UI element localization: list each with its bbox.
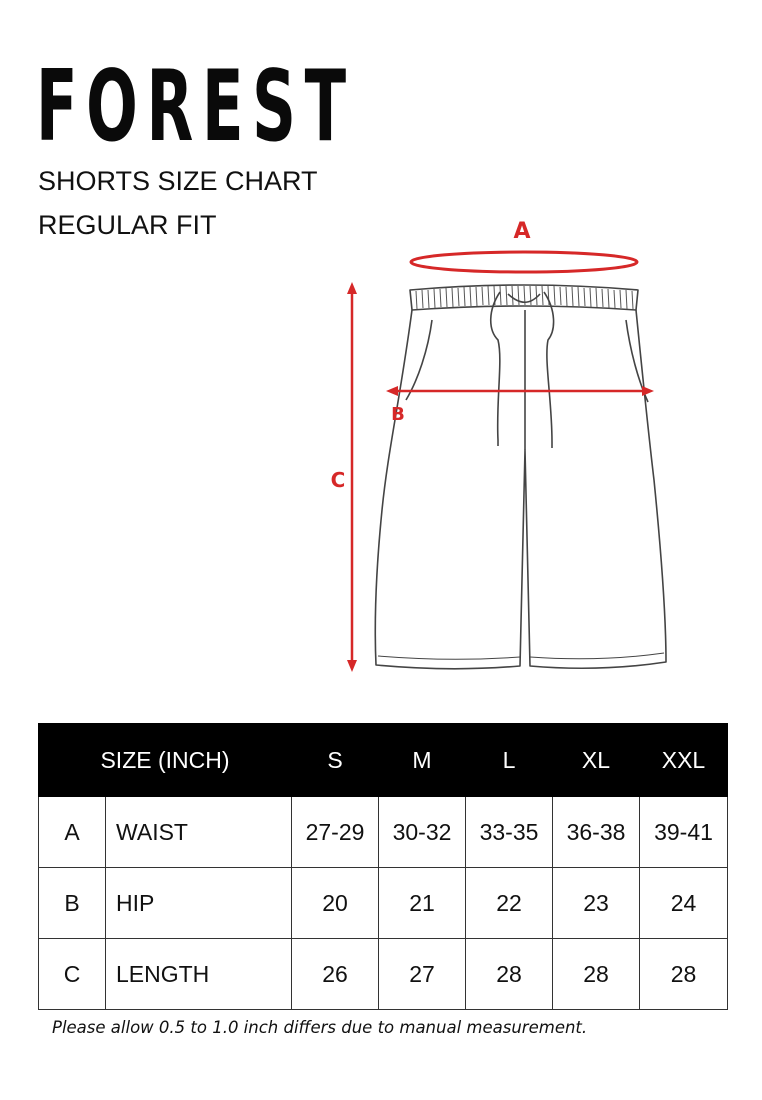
shorts-diagram [320, 210, 680, 690]
length-measure-arrow [347, 282, 357, 672]
table-row [39, 939, 728, 1010]
table-cell: 33-35 [466, 797, 553, 868]
table-cell: 22 [466, 868, 553, 939]
size-header-s: S [292, 724, 379, 797]
fit-label: REGULAR FIT [38, 210, 217, 240]
table-cell: 39-41 [640, 797, 728, 868]
waist-measure-ellipse [411, 252, 637, 272]
measure-code: A [39, 797, 106, 868]
table-cell: 27 [379, 939, 466, 1010]
table-cell: 36-38 [553, 797, 640, 868]
chart-title: SHORTS SIZE CHART [38, 166, 318, 196]
table-cell: 28 [640, 939, 728, 1010]
size-header-label: SIZE (INCH) [39, 724, 292, 797]
table-cell: 24 [640, 868, 728, 939]
size-header-xl: XL [553, 724, 640, 797]
table-header-row [39, 724, 728, 797]
measure-code: C [39, 939, 106, 1010]
size-header-m: M [379, 724, 466, 797]
table-row [39, 868, 728, 939]
table-cell: 28 [553, 939, 640, 1010]
shorts-outline [375, 285, 666, 669]
brand-logo: FOREST [36, 50, 355, 164]
label-c: C [330, 468, 346, 492]
table-cell: 21 [379, 868, 466, 939]
size-table [38, 723, 728, 1010]
table-cell: 27-29 [292, 797, 379, 868]
measure-name: HIP [106, 868, 292, 939]
table-cell: 30-32 [379, 797, 466, 868]
hip-measure-arrow [386, 386, 654, 396]
measure-name: LENGTH [106, 939, 292, 1010]
measure-name: WAIST [106, 797, 292, 868]
size-header-l: L [466, 724, 553, 797]
measurement-note: Please allow 0.5 to 1.0 inch differs due to manual measurement. [52, 1018, 588, 1037]
table-cell: 23 [553, 868, 640, 939]
table-row [39, 797, 728, 868]
size-header-xxl: XXL [640, 724, 728, 797]
label-a: A [513, 219, 531, 244]
label-b: B [391, 404, 405, 425]
table-cell: 26 [292, 939, 379, 1010]
table-cell: 20 [292, 868, 379, 939]
measure-code: B [39, 868, 106, 939]
table-cell: 28 [466, 939, 553, 1010]
